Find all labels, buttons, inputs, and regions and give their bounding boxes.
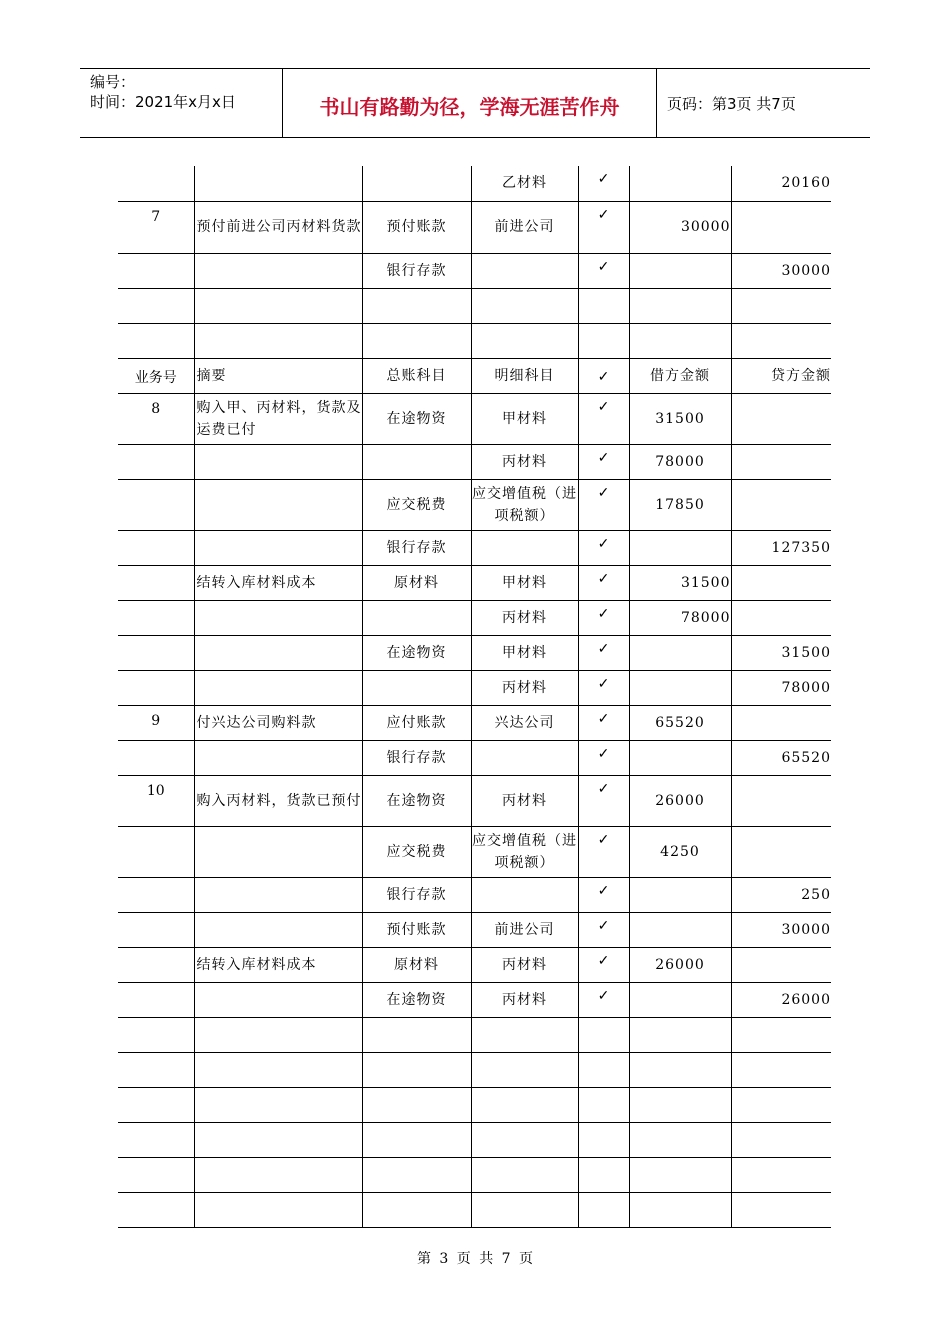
journal-no — [118, 670, 194, 705]
journal-no — [118, 1052, 194, 1087]
credit-amount — [731, 1087, 831, 1122]
detail-account: 前进公司 — [471, 201, 578, 253]
footer-text: 页 — [456, 1251, 471, 1267]
debit-amount — [629, 982, 731, 1017]
detail-account — [471, 253, 578, 288]
debit-amount — [629, 1052, 731, 1087]
debit-amount: 借方金额 — [629, 358, 731, 393]
table-row — [118, 479, 831, 530]
journal-no — [118, 1087, 194, 1122]
detail-account: 兴达公司 — [471, 705, 578, 740]
credit-amount: 31500 — [731, 635, 831, 670]
general-account: 预付账款 — [362, 912, 471, 947]
table-row — [118, 705, 831, 740]
general-account — [362, 600, 471, 635]
credit-amount — [731, 1017, 831, 1052]
header-page-cell — [657, 69, 870, 137]
detail-account: 应交增值税（进项税额） — [471, 826, 578, 877]
general-account — [362, 1052, 471, 1087]
credit-amount — [731, 1157, 831, 1192]
summary-cell — [194, 166, 362, 201]
summary-cell: 付兴达公司购料款 — [194, 705, 362, 740]
debit-amount — [629, 635, 731, 670]
detail-account — [471, 1122, 578, 1157]
check-mark: ✓ — [578, 530, 629, 565]
check-mark: ✓ — [578, 635, 629, 670]
summary-cell — [194, 253, 362, 288]
debit-amount: 78000 — [629, 600, 731, 635]
journal-no: 7 — [118, 201, 194, 253]
table-row — [118, 982, 831, 1017]
table-row — [118, 1052, 831, 1087]
journal-no: 9 — [118, 705, 194, 740]
general-account: 原材料 — [362, 565, 471, 600]
detail-account — [471, 1192, 578, 1227]
table-row — [118, 670, 831, 705]
check-mark: ✓ — [578, 670, 629, 705]
check-mark: ✓ — [578, 947, 629, 982]
check-mark: ✓ — [578, 358, 629, 393]
credit-amount: 127350 — [731, 530, 831, 565]
general-account: 原材料 — [362, 947, 471, 982]
debit-amount: 65520 — [629, 705, 731, 740]
journal-no — [118, 947, 194, 982]
summary-cell — [194, 912, 362, 947]
general-account: 在途物资 — [362, 393, 471, 444]
debit-amount — [629, 1087, 731, 1122]
general-account — [362, 288, 471, 323]
journal-no — [118, 600, 194, 635]
general-account: 总账科目 — [362, 358, 471, 393]
credit-amount — [731, 479, 831, 530]
summary-cell: 购入丙材料，货款已预付 — [194, 775, 362, 826]
debit-amount: 30000 — [629, 201, 731, 253]
time-label: 时间：2021年x月x日 — [90, 93, 236, 111]
summary-cell — [194, 530, 362, 565]
summary-cell: 购入甲、丙材料，货款及运费已付 — [194, 393, 362, 444]
summary-cell: 摘要 — [194, 358, 362, 393]
check-mark — [578, 1192, 629, 1227]
credit-amount — [731, 947, 831, 982]
detail-account: 应交增值税（进项税额） — [471, 479, 578, 530]
check-mark — [578, 1122, 629, 1157]
credit-amount: 30000 — [731, 912, 831, 947]
table-row — [118, 1017, 831, 1052]
table-row — [118, 600, 831, 635]
credit-amount — [731, 775, 831, 826]
journal-no — [118, 1192, 194, 1227]
table-row — [118, 288, 831, 323]
credit-amount: 78000 — [731, 670, 831, 705]
page-info: 页码：第3页 共7页 — [667, 95, 796, 113]
debit-amount — [629, 1017, 731, 1052]
detail-account: 乙材料 — [471, 166, 578, 201]
journal-no — [118, 323, 194, 358]
table-row — [118, 323, 831, 358]
journal-table — [118, 166, 831, 1228]
table-row — [118, 201, 831, 253]
footer-current-page: 3 — [439, 1251, 449, 1267]
journal-no: 10 — [118, 775, 194, 826]
footer-total-pages: 7 — [501, 1251, 511, 1267]
check-mark: ✓ — [578, 982, 629, 1017]
journal-no — [118, 444, 194, 479]
table-row — [118, 912, 831, 947]
journal-no — [118, 635, 194, 670]
summary-cell — [194, 1122, 362, 1157]
debit-amount — [629, 912, 731, 947]
table-row — [118, 253, 831, 288]
summary-cell — [194, 740, 362, 775]
check-mark: ✓ — [578, 253, 629, 288]
check-mark — [578, 1017, 629, 1052]
debit-amount — [629, 740, 731, 775]
detail-account — [471, 740, 578, 775]
credit-amount: 26000 — [731, 982, 831, 1017]
journal-no — [118, 479, 194, 530]
general-account — [362, 670, 471, 705]
journal-no — [118, 288, 194, 323]
general-account: 在途物资 — [362, 635, 471, 670]
credit-amount — [731, 288, 831, 323]
summary-cell: 结转入库材料成本 — [194, 947, 362, 982]
summary-cell — [194, 444, 362, 479]
table-row — [118, 565, 831, 600]
general-account — [362, 1157, 471, 1192]
check-mark: ✓ — [578, 166, 629, 201]
table-row — [118, 1157, 831, 1192]
debit-amount: 31500 — [629, 393, 731, 444]
journal-no — [118, 912, 194, 947]
footer-text: 共 — [479, 1251, 494, 1267]
check-mark — [578, 1157, 629, 1192]
detail-account — [471, 1087, 578, 1122]
summary-cell — [194, 1157, 362, 1192]
detail-account — [471, 1017, 578, 1052]
journal-no: 8 — [118, 393, 194, 444]
credit-amount — [731, 444, 831, 479]
journal-no — [118, 253, 194, 288]
detail-account: 丙材料 — [471, 947, 578, 982]
summary-cell — [194, 877, 362, 912]
check-mark: ✓ — [578, 740, 629, 775]
summary-cell: 预付前进公司丙材料货款 — [194, 201, 362, 253]
table-row — [118, 877, 831, 912]
debit-amount — [629, 253, 731, 288]
debit-amount: 26000 — [629, 775, 731, 826]
debit-amount — [629, 1192, 731, 1227]
credit-amount — [731, 826, 831, 877]
credit-amount: 贷方金额 — [731, 358, 831, 393]
table-row — [118, 393, 831, 444]
summary-cell — [194, 1017, 362, 1052]
general-account: 银行存款 — [362, 877, 471, 912]
header-meta-cell — [80, 69, 283, 137]
credit-amount: 20160 — [731, 166, 831, 201]
general-account: 银行存款 — [362, 253, 471, 288]
detail-account: 丙材料 — [471, 670, 578, 705]
summary-cell — [194, 323, 362, 358]
credit-amount — [731, 323, 831, 358]
detail-account — [471, 1157, 578, 1192]
journal-no — [118, 1122, 194, 1157]
summary-cell — [194, 635, 362, 670]
table-row — [118, 1192, 831, 1227]
summary-cell — [194, 1087, 362, 1122]
debit-amount: 17850 — [629, 479, 731, 530]
detail-account: 丙材料 — [471, 600, 578, 635]
credit-amount — [731, 600, 831, 635]
detail-account: 甲材料 — [471, 635, 578, 670]
footer-text: 页 — [519, 1251, 534, 1267]
detail-account — [471, 1052, 578, 1087]
debit-amount: 4250 — [629, 826, 731, 877]
debit-amount: 78000 — [629, 444, 731, 479]
table-row — [118, 1122, 831, 1157]
check-mark: ✓ — [578, 705, 629, 740]
check-mark: ✓ — [578, 877, 629, 912]
check-mark — [578, 1052, 629, 1087]
table-header-row — [118, 358, 831, 393]
general-account: 在途物资 — [362, 982, 471, 1017]
summary-cell: 结转入库材料成本 — [194, 565, 362, 600]
journal-no: 业务号 — [118, 358, 194, 393]
table-row — [118, 444, 831, 479]
table-row — [118, 635, 831, 670]
debit-amount — [629, 1157, 731, 1192]
detail-account: 丙材料 — [471, 982, 578, 1017]
journal-no — [118, 826, 194, 877]
credit-amount — [731, 393, 831, 444]
credit-amount — [731, 201, 831, 253]
journal-no — [118, 1017, 194, 1052]
check-mark: ✓ — [578, 565, 629, 600]
general-account: 银行存款 — [362, 740, 471, 775]
check-mark: ✓ — [578, 393, 629, 444]
check-mark — [578, 288, 629, 323]
summary-cell — [194, 670, 362, 705]
debit-amount — [629, 288, 731, 323]
table-row — [118, 166, 831, 201]
check-mark: ✓ — [578, 600, 629, 635]
summary-cell — [194, 826, 362, 877]
general-account: 银行存款 — [362, 530, 471, 565]
general-account — [362, 166, 471, 201]
table-row — [118, 530, 831, 565]
journal-no — [118, 166, 194, 201]
journal-no — [118, 877, 194, 912]
summary-cell — [194, 600, 362, 635]
detail-account — [471, 323, 578, 358]
general-account — [362, 1122, 471, 1157]
credit-amount — [731, 1052, 831, 1087]
detail-account — [471, 288, 578, 323]
general-account — [362, 323, 471, 358]
journal-no — [118, 982, 194, 1017]
check-mark — [578, 1087, 629, 1122]
journal-no — [118, 740, 194, 775]
credit-amount — [731, 705, 831, 740]
summary-cell — [194, 288, 362, 323]
table-row — [118, 947, 831, 982]
check-mark: ✓ — [578, 912, 629, 947]
general-account — [362, 444, 471, 479]
general-account — [362, 1017, 471, 1052]
detail-account: 丙材料 — [471, 775, 578, 826]
code-label: 编号： — [90, 73, 136, 91]
general-account — [362, 1087, 471, 1122]
summary-cell — [194, 479, 362, 530]
summary-cell — [194, 982, 362, 1017]
journal-no — [118, 565, 194, 600]
debit-amount: 26000 — [629, 947, 731, 982]
table-row — [118, 740, 831, 775]
document-header — [80, 68, 870, 138]
footer-text: 第 — [416, 1251, 431, 1267]
credit-amount — [731, 1192, 831, 1227]
credit-amount: 65520 — [731, 740, 831, 775]
check-mark: ✓ — [578, 201, 629, 253]
debit-amount — [629, 323, 731, 358]
check-mark: ✓ — [578, 775, 629, 826]
debit-amount — [629, 166, 731, 201]
table-row — [118, 1087, 831, 1122]
table-row — [118, 775, 831, 826]
journal-no — [118, 530, 194, 565]
detail-account: 前进公司 — [471, 912, 578, 947]
page-footer — [0, 1248, 950, 1268]
check-mark — [578, 323, 629, 358]
general-account — [362, 1192, 471, 1227]
detail-account: 甲材料 — [471, 393, 578, 444]
summary-cell — [194, 1192, 362, 1227]
debit-amount — [629, 1122, 731, 1157]
debit-amount — [629, 530, 731, 565]
general-account: 在途物资 — [362, 775, 471, 826]
general-account: 应交税费 — [362, 479, 471, 530]
debit-amount — [629, 670, 731, 705]
debit-amount: 31500 — [629, 565, 731, 600]
summary-cell — [194, 1052, 362, 1087]
check-mark: ✓ — [578, 444, 629, 479]
credit-amount — [731, 1122, 831, 1157]
motto: 书山有路勤为径，学海无涯苦作舟 — [319, 95, 620, 119]
credit-amount: 30000 — [731, 253, 831, 288]
debit-amount — [629, 877, 731, 912]
credit-amount: 250 — [731, 877, 831, 912]
credit-amount — [731, 565, 831, 600]
general-account: 应付账款 — [362, 705, 471, 740]
table-row — [118, 826, 831, 877]
detail-account: 甲材料 — [471, 565, 578, 600]
detail-account — [471, 530, 578, 565]
detail-account — [471, 877, 578, 912]
check-mark: ✓ — [578, 826, 629, 877]
journal-no — [118, 1157, 194, 1192]
detail-account: 丙材料 — [471, 444, 578, 479]
header-motto-cell — [283, 69, 657, 137]
general-account: 预付账款 — [362, 201, 471, 253]
general-account: 应交税费 — [362, 826, 471, 877]
check-mark: ✓ — [578, 479, 629, 530]
detail-account: 明细科目 — [471, 358, 578, 393]
